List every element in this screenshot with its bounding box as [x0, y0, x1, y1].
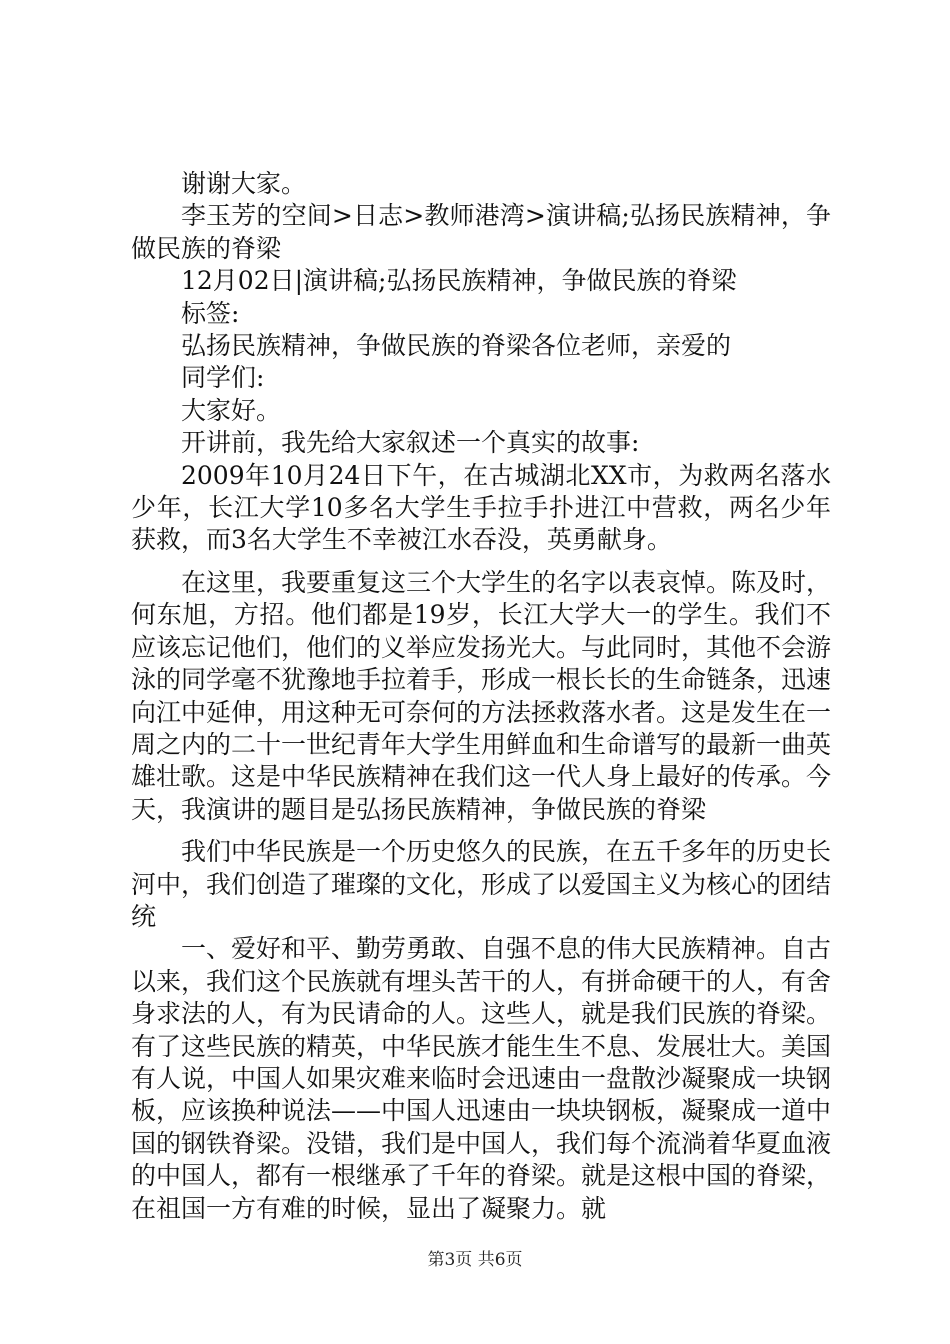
paragraph-students: 同学们: — [181, 363, 265, 393]
paragraph-thanks: 谢谢大家。 — [181, 169, 307, 198]
paragraph-tags-value: 弘扬民族精神，争做民族的脊梁各位老师，亲爱的 — [181, 331, 732, 361]
paragraph-story: 2009年10月24日下午，在古城湖北XX市，为救两名落水少年，长江大学10多名大学生手拉手扑进江中营救，两名少年获救，而3名大学生不幸被江水吞没，英勇献身。 — [131, 460, 831, 555]
paragraph-tags-label: 标签: — [181, 298, 240, 328]
paragraph-greeting: 大家好。 — [181, 395, 282, 425]
paragraph-history: 我们中华民族是一个历史悠久的民族，在五千多年的历史长河中，我们创造了璀璨的文化，形成了以爱国主义为核心的团结统 — [131, 837, 832, 931]
paragraph-date-title: 12月02日|演讲稿;弘扬民族精神，争做民族的脊梁 — [181, 266, 737, 296]
paragraph-memorial: 在这里，我要重复这三个大学生的名字以表哀悼。陈及时，何东旭，方招。他们都是19岁，长江大学大一的学生。我们不应该忘记他们，他们的义举应发扬光大。与此同时，其他不会游泳的同学毫不犹豫地手拉着手，形成一根长长的生命链条，迅速向江中延伸，用这种无可奈何的方法拯救落水者。这是发生在一周之内的二十一世纪青年大学生用鲜血和生命谱写的最新一曲英雄壮歌。这是中华民族精神在我们这一代人身上最好的传承。今天，我演讲的题目是弘扬民族精神，争做民族的脊梁 — [131, 567, 832, 824]
paragraph-spirit: 一、爱好和平、勤劳勇敢、自强不息的伟大民族精神。自古以来，我们这个民族就有埋头苦干的人，有拼命硬干的人，有舍身求法的人，有为民请命的人。这些人，就是我们民族的脊梁。有了这些民族的精英，中华民族才能生生不息、发展壮大。美国有人说，中国人如果灾难来临时会迅速由一盘散沙凝聚成一块钢板，应该换种说法——中国人迅速由一块块钢板，凝聚成一道中国的钢铁脊梁。没错，我们是中国人，我们每个流淌着华夏血液的中国人，都有一根继承了千年的脊梁。就是这根中国的脊梁，在祖国一方有难的时候，显出了凝聚力。就 — [131, 934, 832, 1223]
paragraph-breadcrumb: 李玉芳的空间>日志>教师港湾>演讲稿;弘扬民族精神，争做民族的脊梁 — [131, 201, 831, 263]
page-number: 第3页 共6页 — [427, 1250, 523, 1270]
document-body — [131, 168, 831, 1225]
paragraph-intro: 开讲前，我先给大家叙述一个真实的故事: — [181, 428, 640, 458]
